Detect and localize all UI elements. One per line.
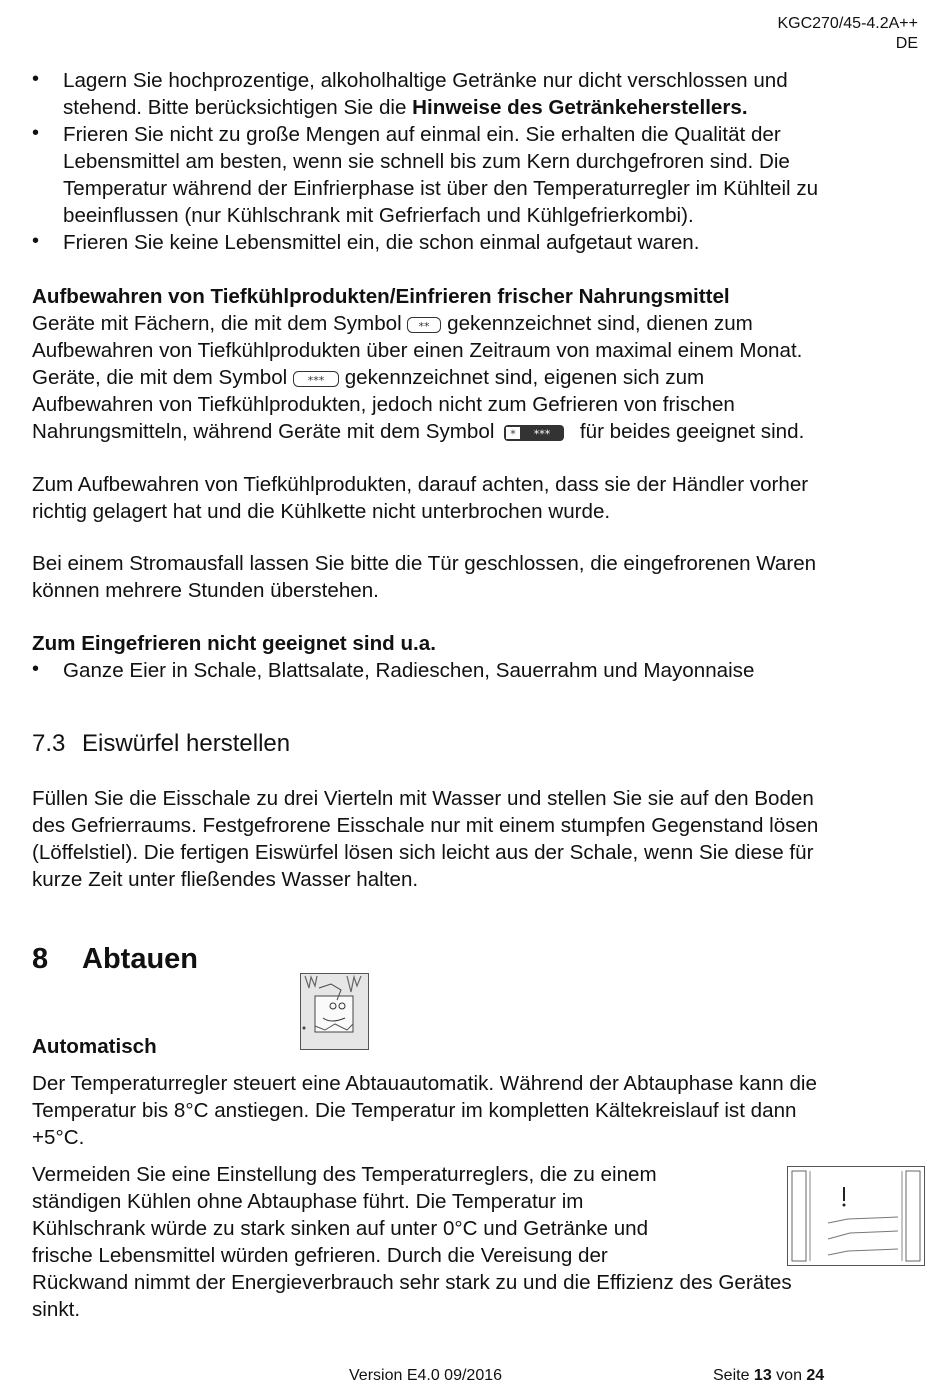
bullet-marker: • xyxy=(32,658,40,680)
storage-line-3 xyxy=(32,365,704,392)
bullet-2-line-4: beeinflussen (nur Kühlschrank mit Gefrierfach und Kühlgefrierkombi). xyxy=(63,204,694,227)
bullet-2-line-1: Frieren Sie nicht zu große Mengen auf einmal ein. Sie erhalten die Qualität der xyxy=(63,123,781,146)
bullet-marker: • xyxy=(32,122,40,144)
section-8-number: 8 xyxy=(32,943,49,975)
bullet-2-line-2: Lebensmittel am besten, wenn sie schnell bis zum Kern durchgefroren sind. Die xyxy=(63,150,790,173)
section-7-3-line-3: (Löffelstiel). Die fertigen Eiswürfel lösen sich leicht aus der Schale, wenn Sie diese für xyxy=(32,841,814,864)
bullet-3-line-1: Frieren Sie keine Lebensmittel ein, die schon einmal aufgetaut waren. xyxy=(63,231,700,254)
defrost-illustration xyxy=(300,973,369,1050)
storage-line-1 xyxy=(32,311,753,338)
section-7-3-number: 7.3 xyxy=(32,730,66,757)
bullet-marker: • xyxy=(32,230,40,252)
bullet-1-text: stehend. Bitte berücksichtigen Sie die xyxy=(63,96,413,119)
section-7-3-line-4: kurze Zeit unter fließendes Wasser halten. xyxy=(32,868,419,891)
three-star-symbol-icon xyxy=(293,371,339,387)
svg-text:***: *** xyxy=(307,373,325,387)
storage-para-2-line-1: Zum Aufbewahren von Tiefkühlprodukten, darauf achten, dass sie der Händler vorher xyxy=(32,473,809,496)
storage-line-5 xyxy=(32,419,804,446)
current-page: 13 xyxy=(753,1367,772,1384)
storage-para-3-line-2: können mehrere Stunden überstehen. xyxy=(32,579,379,602)
bullet-marker: • xyxy=(32,68,40,90)
footer-version: Version E4.0 09/2016 xyxy=(349,1367,503,1384)
section-8-para-2-line-1: Vermeiden Sie eine Einstellung des Temperaturreglers, die zu einem xyxy=(32,1163,657,1186)
storage-text: Nahrungsmitteln, während Geräte mit dem Symbol xyxy=(32,420,495,443)
storage-para-3-line-1: Bei einem Stromausfall lassen Sie bitte die Tür geschlossen, die eingefrorenen Waren xyxy=(32,552,817,575)
section-8-para-2-line-2: ständigen Kühlen ohne Abtauphase führt. Die Temperatur im xyxy=(32,1190,584,1213)
storage-text: Geräte, die mit dem Symbol xyxy=(32,366,288,389)
not-suitable-item: Ganze Eier in Schale, Blattsalate, Radieschen, Sauerrahm und Mayonnaise xyxy=(63,659,755,682)
storage-para-2-line-2: richtig gelagert hat und die Kühlkette nicht unterbrochen wurde. xyxy=(32,500,611,523)
four-star-symbol-icon xyxy=(504,425,564,441)
bullet-1-emphasis: Hinweise des Getränkeherstellers. xyxy=(412,96,748,119)
bullet-2-line-3: Temperatur während der Einfrierphase ist über den Temperaturregler im Kühlteil zu xyxy=(63,177,819,200)
section-7-3-title: Eiswürfel herstellen xyxy=(82,730,291,757)
model-number: KGC270/45-4.2A++ xyxy=(777,15,918,32)
section-8-para-1-line-3: +5°C. xyxy=(32,1126,85,1149)
section-8-subheading: Automatisch xyxy=(32,1035,157,1058)
storage-text: gekennzeichnet sind, dienen zum xyxy=(447,312,753,335)
storage-text: gekennzeichnet sind, eigenen sich zum xyxy=(344,366,705,389)
bullet-1-line-1: Lagern Sie hochprozentige, alkoholhaltige Getränke nur dicht verschlossen und xyxy=(63,69,788,92)
language-code: DE xyxy=(895,35,918,52)
page-separator: von xyxy=(771,1367,807,1384)
section-7-3-line-2: des Gefrierraums. Festgefrorene Eisschale nur mit einem stumpfen Gegenstand lösen xyxy=(32,814,819,837)
storage-heading: Aufbewahren von Tiefkühlprodukten/Einfrieren frischer Nahrungsmittel xyxy=(32,285,730,308)
section-8-para-2-line-3: Kühlschrank würde zu stark sinken auf unter 0°C und Getränke und xyxy=(32,1217,649,1240)
bullet-1-line-2 xyxy=(63,95,748,122)
section-8-para-1-line-1: Der Temperaturregler steuert eine Abtauautomatik. Während der Abtauphase kann die xyxy=(32,1072,817,1095)
storage-text: Geräte mit Fächern, die mit dem Symbol xyxy=(32,312,402,335)
storage-text: für beides geeignet sind. xyxy=(579,420,805,443)
fridge-interior-illustration xyxy=(787,1166,925,1266)
footer-page-number xyxy=(713,1367,824,1385)
section-8-para-1-line-2: Temperatur bis 8°C anstiegen. Die Temperatur im kompletten Kältekreislauf ist dann xyxy=(32,1099,797,1122)
section-8-title: Abtauen xyxy=(82,943,198,975)
document-header xyxy=(777,14,918,54)
storage-line-4: Aufbewahren von Tiefkühlprodukten, jedoch nicht zum Gefrieren von frischen xyxy=(32,393,735,416)
svg-text:*: * xyxy=(510,427,516,441)
svg-text:**: ** xyxy=(418,319,430,333)
storage-line-2: Aufbewahren von Tiefkühlprodukten über einen Zeitraum von maximal einem Monat. xyxy=(32,339,803,362)
section-8-para-2-line-5: Rückwand nimmt der Energieverbrauch sehr stark zu und die Effizienz des Gerätes xyxy=(32,1271,792,1294)
defrost-freezer-icon xyxy=(301,974,368,1049)
page-prefix: Seite xyxy=(713,1367,754,1384)
section-8-para-2-line-6: sinkt. xyxy=(32,1298,81,1321)
two-star-symbol-icon xyxy=(407,317,441,333)
svg-text:***: *** xyxy=(533,427,551,441)
not-suitable-heading: Zum Eingefrieren nicht geeignet sind u.a. xyxy=(32,632,436,655)
total-pages: 24 xyxy=(806,1367,825,1384)
section-7-3-line-1: Füllen Sie die Eisschale zu drei Vierteln mit Wasser und stellen Sie sie auf den Boden xyxy=(32,787,814,810)
section-8-para-2-line-4: frische Lebensmittel würden gefrieren. Durch die Vereisung der xyxy=(32,1244,608,1267)
fridge-back-wall-icon xyxy=(788,1167,924,1265)
